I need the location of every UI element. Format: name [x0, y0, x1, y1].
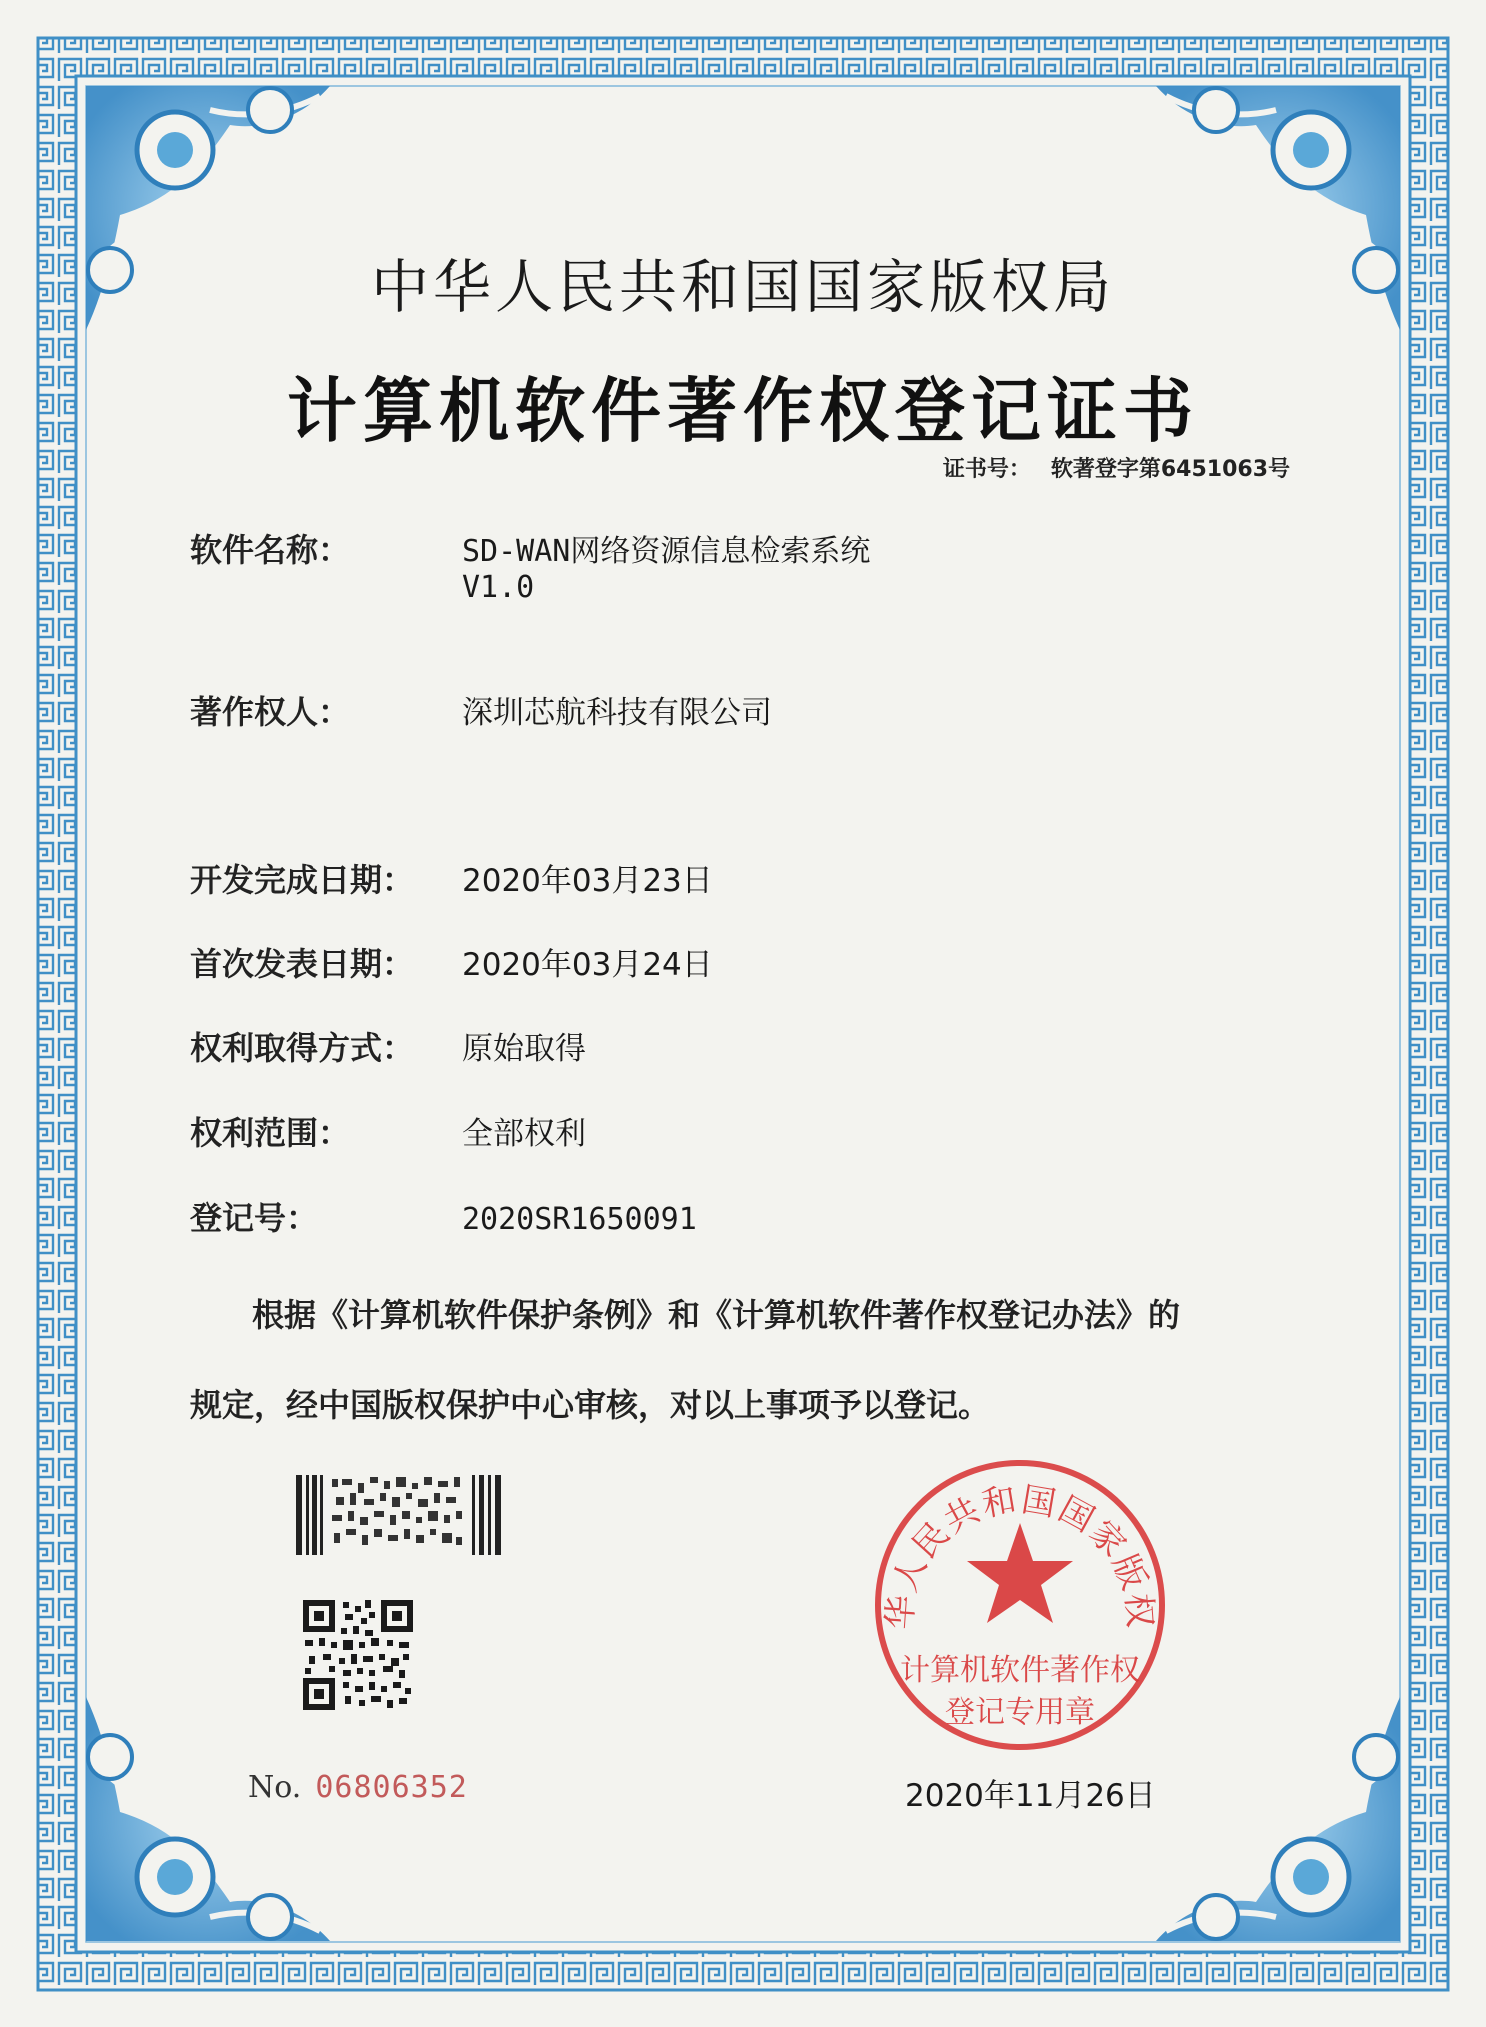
field-rights-scope [190, 1108, 586, 1154]
registration-no-label: 登记号： [190, 1199, 319, 1237]
software-name-value: SD-WAN网络资源信息检索系统 [462, 534, 871, 569]
rights-acquisition-value: 原始取得 [462, 1031, 586, 1067]
registration-no-value: 2020SR1650091 [462, 1202, 697, 1237]
field-software-name [190, 525, 870, 571]
seal-ring-text: 华人民共和国国家版权 [880, 1479, 1160, 1631]
software-version-value: V1.0 [462, 570, 535, 605]
issue-date: 2020年11月26日 [905, 1778, 1156, 1814]
issuing-authority: 中华人民共和国国家版权局 [370, 253, 1115, 321]
seal-star-icon [967, 1523, 1073, 1623]
rights-acquisition-label: 权利取得方式： [190, 1029, 415, 1067]
statement-line-2: 规定，经中国版权保护中心审核，对以上事项予以登记。 [190, 1386, 991, 1424]
qr-code [303, 1600, 413, 1710]
seal-text-line1: 计算机软件著作权 [900, 1653, 1140, 1688]
dev-completion-date-value: 2020年03月23日 [462, 863, 713, 899]
field-dev-completion-date [190, 855, 713, 901]
copyright-owner-label: 著作权人： [190, 693, 351, 731]
official-seal [870, 1455, 1170, 1755]
certificate-number [943, 452, 1290, 483]
certificate-number-value: 软著登字第6451063号 [1050, 457, 1290, 482]
serial-number-value: 06806352 [315, 1770, 468, 1805]
software-name-label: 软件名称： [190, 531, 351, 569]
statement-line-1: 根据《计算机软件保护条例》和《计算机软件著作权登记办法》的 [252, 1296, 1181, 1334]
field-rights-acquisition [190, 1023, 586, 1069]
copyright-owner-value: 深圳芯航科技有限公司 [462, 695, 772, 731]
field-software-version [190, 567, 534, 605]
field-first-publication-date [190, 939, 713, 985]
field-copyright-owner [190, 687, 772, 733]
barcode [296, 1475, 506, 1555]
dev-completion-date-label: 开发完成日期： [190, 861, 415, 899]
first-publication-date-label: 首次发表日期： [190, 945, 415, 983]
first-publication-date-value: 2020年03月24日 [462, 947, 713, 983]
serial-number-label: No. [248, 1770, 302, 1805]
serial-number [248, 1770, 468, 1805]
document-title: 计算机软件著作权登记证书 [287, 370, 1199, 452]
field-registration-no [190, 1193, 697, 1239]
certificate-number-label: 证书号： [942, 457, 1031, 482]
rights-scope-value: 全部权利 [462, 1116, 586, 1152]
rights-scope-label: 权利范围： [190, 1114, 351, 1152]
seal-text-line2: 登记专用章 [945, 1695, 1095, 1730]
